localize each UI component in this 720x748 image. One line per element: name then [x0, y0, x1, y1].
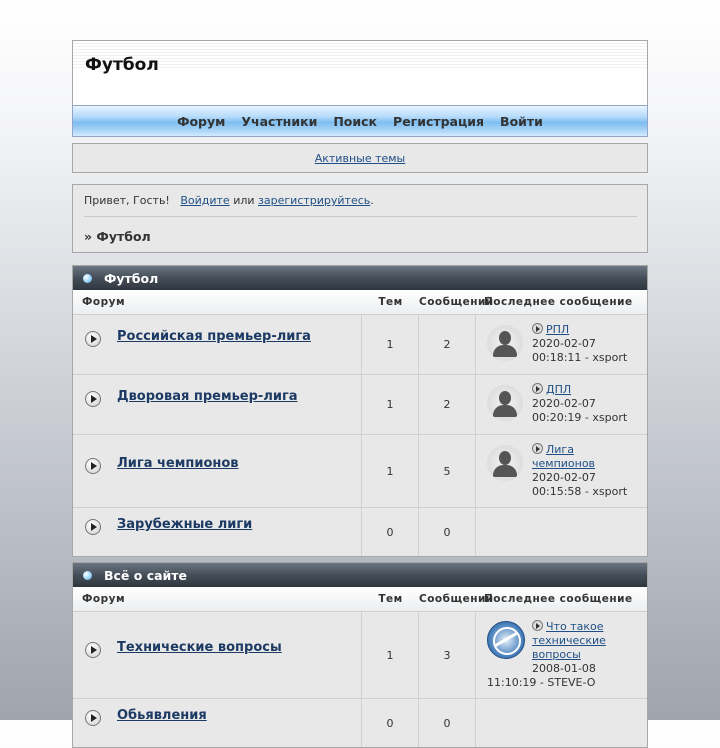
- forum-link[interactable]: Российская премьер-лига: [117, 329, 311, 344]
- last-post-time-user: 00:18:11 - xsport: [532, 351, 628, 364]
- last-post-info: [532, 443, 627, 499]
- posts-count: 5: [419, 435, 476, 507]
- register-link[interactable]: зарегистрируйтесь: [258, 194, 371, 207]
- forum-arrow-icon[interactable]: [85, 331, 101, 347]
- last-post-date: 2020-02-07: [532, 337, 596, 350]
- category-header: [73, 563, 647, 587]
- last-post-cell: [476, 699, 648, 747]
- last-post-cell: [476, 612, 648, 698]
- forum-cell: [73, 375, 362, 434]
- breadcrumb: » Футбол: [84, 229, 151, 244]
- col-topics: Тем: [378, 593, 403, 605]
- forum-link[interactable]: Технические вопросы: [117, 640, 282, 655]
- posts-count: 0: [419, 508, 476, 556]
- forum-row: [73, 315, 647, 375]
- last-post-info: [487, 620, 606, 690]
- forum-cell: [73, 315, 362, 374]
- col-posts: Сообщений: [419, 296, 494, 308]
- topics-count: 1: [362, 435, 419, 507]
- bullet-icon: [83, 274, 92, 283]
- last-post-link[interactable]: ДПЛ: [546, 383, 572, 396]
- last-post-info: [532, 383, 627, 425]
- topics-count: 0: [362, 699, 419, 747]
- divider: [84, 216, 637, 217]
- nav-search[interactable]: Поиск: [333, 113, 378, 129]
- topics-count: 0: [362, 508, 419, 556]
- col-last: Последнее сообщение: [484, 593, 633, 605]
- last-post-date: 2020-02-07: [532, 397, 596, 410]
- last-post-link[interactable]: Лига чемпионов: [532, 443, 596, 470]
- last-post-time-user: 00:15:58 - xsport: [532, 485, 628, 498]
- forum-link[interactable]: Обьявления: [117, 708, 207, 723]
- last-post-cell: [476, 375, 648, 434]
- forum-link[interactable]: Зарубежные лиги: [117, 517, 253, 532]
- category-title: Футбол: [104, 270, 159, 286]
- forum-arrow-icon[interactable]: [85, 710, 101, 726]
- forum-link[interactable]: Дворовая премьер-лига: [117, 389, 298, 404]
- column-headers: [73, 290, 647, 315]
- welcome-box: [72, 184, 648, 253]
- or-text: или: [233, 194, 255, 207]
- welcome-line: [84, 194, 374, 207]
- last-post-date: 2020-02-07: [532, 471, 596, 484]
- forum-link[interactable]: Лига чемпионов: [117, 456, 239, 471]
- last-post-info: [532, 323, 627, 365]
- topics-count: 1: [362, 315, 419, 374]
- period-text: .: [370, 194, 374, 207]
- last-post-cell: [476, 508, 648, 556]
- last-post-cell: [476, 435, 648, 507]
- posts-count: 3: [419, 612, 476, 698]
- active-topics-link[interactable]: Активные темы: [314, 151, 406, 165]
- posts-count: 0: [419, 699, 476, 747]
- col-posts: Сообщений: [419, 593, 494, 605]
- category-football: [72, 265, 648, 557]
- last-post-cell: [476, 315, 648, 374]
- category-about-site: [72, 562, 648, 748]
- avatar: [487, 325, 523, 361]
- main-nav: [72, 105, 648, 137]
- bullet-icon: [83, 571, 92, 580]
- active-topics-bar: [72, 143, 648, 173]
- last-post-link[interactable]: РПЛ: [546, 323, 570, 336]
- forum-cell: [73, 699, 362, 747]
- last-post-time-user: 00:20:19 - xsport: [532, 411, 628, 424]
- nav-forum[interactable]: Форум: [177, 113, 226, 129]
- last-post-date: 2008-01-08: [532, 662, 596, 675]
- topics-count: 1: [362, 375, 419, 434]
- greeting-text: Привет, Гость!: [84, 194, 170, 207]
- topics-count: 1: [362, 612, 419, 698]
- last-post-time-user: 11:10:19 - STEVE-O: [487, 676, 596, 689]
- forum-row: [73, 699, 647, 747]
- nav-login[interactable]: Войти: [500, 113, 543, 129]
- site-header: [72, 40, 648, 105]
- posts-count: 2: [419, 315, 476, 374]
- category-title: Всё о сайте: [104, 567, 188, 583]
- nav-members[interactable]: Участники: [241, 113, 318, 129]
- last-post-link[interactable]: Что такое технические вопросы: [532, 620, 606, 661]
- forum-arrow-icon[interactable]: [85, 391, 101, 407]
- col-last: Последнее сообщение: [484, 296, 633, 308]
- site-title: Футбол: [85, 55, 159, 75]
- forum-cell: [73, 435, 362, 507]
- avatar: [487, 445, 523, 481]
- nav-register[interactable]: Регистрация: [393, 113, 485, 129]
- login-link[interactable]: Войдите: [180, 194, 230, 207]
- go-to-post-icon[interactable]: [532, 383, 543, 394]
- avatar: [487, 385, 523, 421]
- col-forum: Форум: [82, 593, 126, 605]
- col-topics: Тем: [378, 296, 403, 308]
- go-to-post-icon[interactable]: [532, 323, 543, 334]
- forum-row: [73, 435, 647, 508]
- forum-arrow-icon[interactable]: [85, 458, 101, 474]
- column-headers: [73, 587, 647, 612]
- go-to-post-icon[interactable]: [532, 620, 543, 631]
- forum-arrow-icon[interactable]: [85, 642, 101, 658]
- go-to-post-icon[interactable]: [532, 443, 543, 454]
- forum-row: [73, 508, 647, 556]
- forum-arrow-icon[interactable]: [85, 519, 101, 535]
- forum-row: [73, 375, 647, 435]
- category-header: [73, 266, 647, 290]
- col-forum: Форум: [82, 296, 126, 308]
- posts-count: 2: [419, 375, 476, 434]
- forum-row: [73, 612, 647, 699]
- forum-cell: [73, 508, 362, 556]
- forum-cell: [73, 612, 362, 698]
